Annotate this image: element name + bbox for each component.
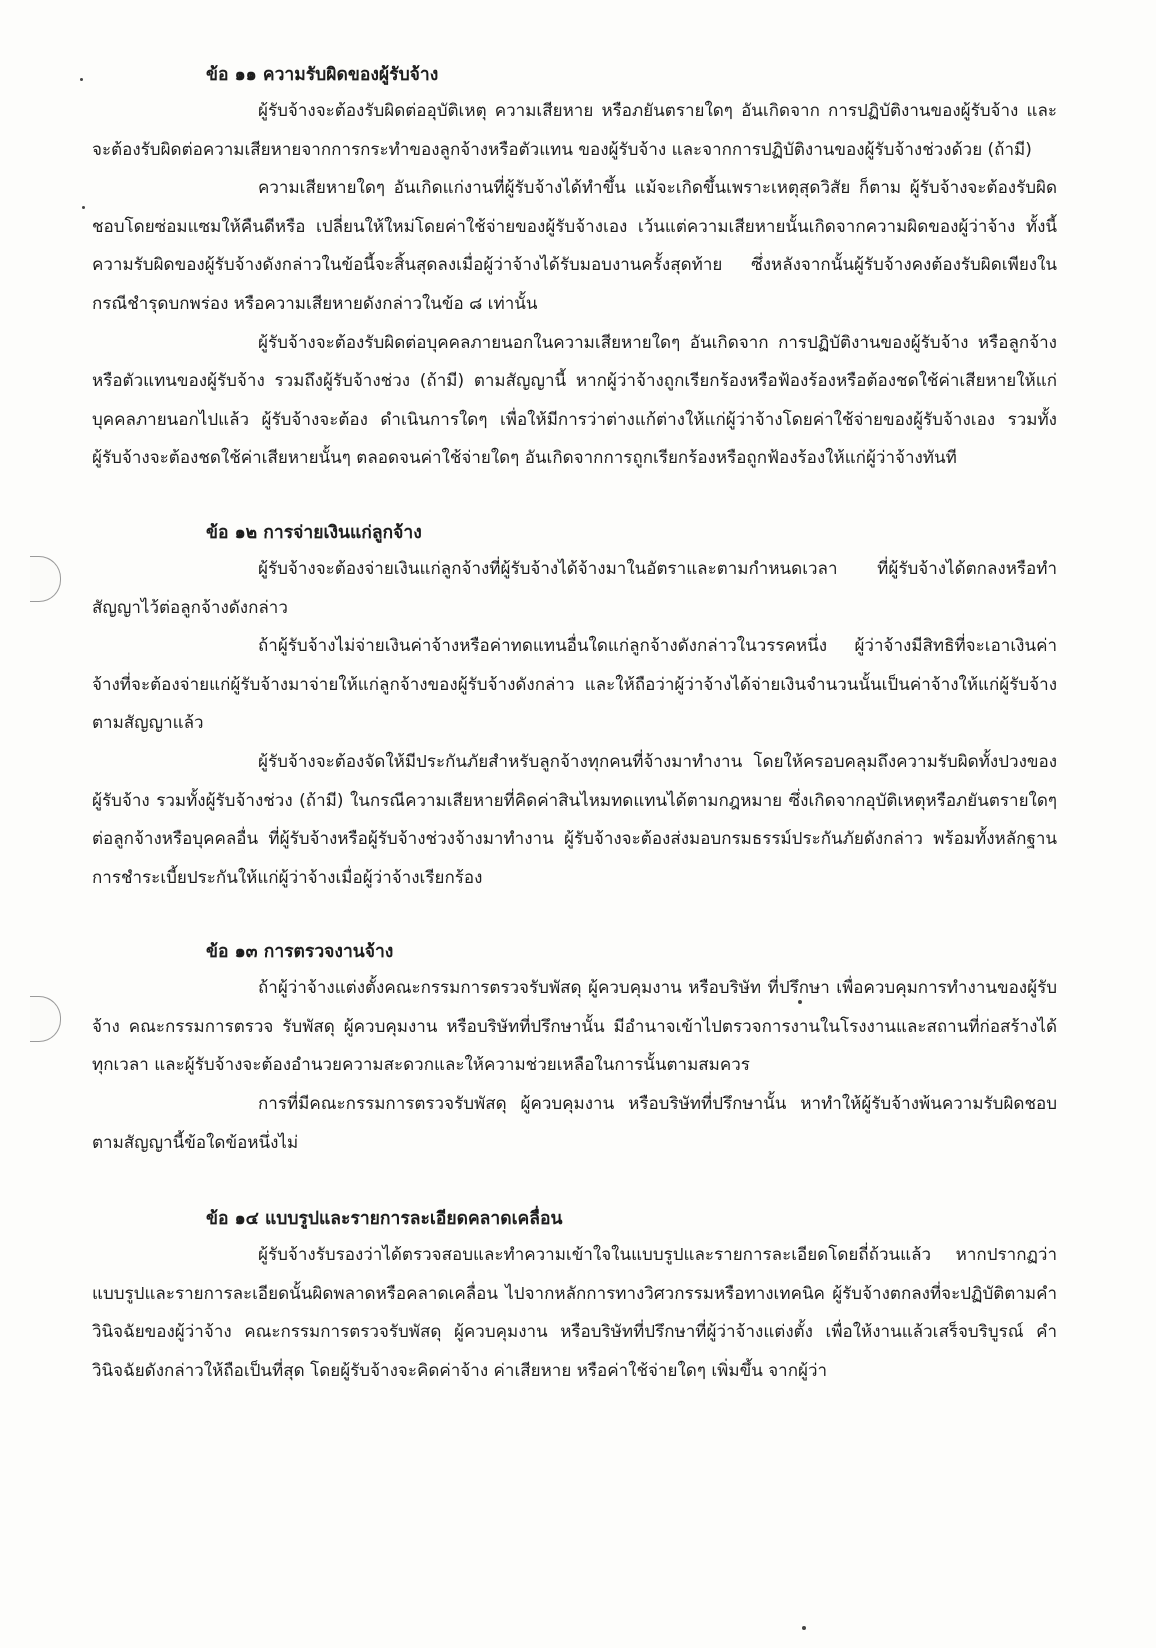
section-gap — [92, 1162, 1057, 1202]
section-13 — [92, 935, 1057, 1162]
section-11 — [92, 58, 1057, 478]
paragraph: ผู้รับจ้างจะต้องรับผิดต่อบุคคลภายนอกในความเสียหายใดๆ อันเกิดจาก การปฏิบัติงานของผู้รับจ้าง หรือลูกจ้างหรือตัวแทนของผู้รับจ้าง รวมถึงผู้รับจ้างช่วง (ถ้ามี) ตามสัญญานี้ หากผู้ว่าจ้างถูกเรียกร้องหรือฟ้องร้องหรือต้องชดใช้ค่าเสียหายให้แก่บุคคลภายนอกไปแล้ว ผู้รับจ้างจะต้อง ดำเนินการใดๆ เพื่อให้มีการว่าต่างแก้ต่างให้แก่ผู้ว่าจ้างโดยค่าใช้จ่ายของผู้รับจ้างเอง รวมทั้งผู้รับจ้างจะต้องชดใช้ค่าเสียหายนั้นๆ ตลอดจนค่าใช้จ่ายใดๆ อันเกิดจากการถูกเรียกร้องหรือถูกฟ้องร้องให้แก่ผู้ว่าจ้างทันที — [92, 332, 1057, 469]
scan-speck — [80, 78, 83, 81]
punch-hole-top — [30, 556, 61, 602]
section-14 — [92, 1202, 1057, 1390]
paragraph: ถ้าผู้ว่าจ้างแต่งตั้งคณะกรรมการตรวจรับพัสดุ ผู้ควบคุมงาน หรือบริษัท ที่ปรึกษา เพื่อควบคุมการทำงานของผู้รับจ้าง คณะกรรมการตรวจ รับพัสดุ ผู้ควบคุมงาน หรือบริษัทที่ปรึกษานั้น มีอำนาจเข้าไปตรวจการงานในโรงงานและสถานที่ก่อสร้างได้ทุกเวลา และผู้รับจ้างจะต้องอำนวยความสะดวกและให้ความช่วยเหลือในการนั้นตามสมควร — [92, 978, 1057, 1076]
punch-hole-bottom — [30, 996, 61, 1042]
paragraph: ผู้รับจ้างจะต้องรับผิดต่ออุบัติเหตุ ความเสียหาย หรือภยันตรายใดๆ อันเกิดจาก การปฏิบัติงานของผู้รับจ้าง และจะต้องรับผิดต่อความเสียหายจากการกระทำของลูกจ้างหรือตัวแทน ของผู้รับจ้าง และจากการปฏิบัติงานของผู้รับจ้างช่วงด้วย (ถ้ามี) — [92, 101, 1057, 160]
section-12 — [92, 516, 1057, 897]
section-gap — [92, 478, 1057, 516]
scan-speck — [82, 206, 85, 209]
paragraph: ผู้รับจ้างจะต้องจัดให้มีประกันภัยสำหรับลูกจ้างทุกคนที่จ้างมาทำงาน โดยให้ครอบคลุมถึงความรับผิดทั้งปวงของผู้รับจ้าง รวมทั้งผู้รับจ้างช่วง (ถ้ามี) ในกรณีความเสียหายที่คิดค่าสินไหมทดแทนได้ตามกฎหมาย ซึ่งเกิดจากอุบัติเหตุหรือภยันตรายใดๆ ต่อลูกจ้างหรือบุคคลอื่น ที่ผู้รับจ้างหรือผู้รับจ้างช่วงจ้างมาทำงาน ผู้รับจ้างจะต้องส่งมอบกรมธรรม์ประกันภัยดังกล่าว พร้อมทั้งหลักฐานการชำระเบี้ยประกันให้แก่ผู้ว่าจ้างเมื่อผู้ว่าจ้างเรียกร้อง — [92, 751, 1057, 888]
paragraph: ถ้าผู้รับจ้างไม่จ่ายเงินค่าจ้างหรือค่าทดแทนอื่นใดแก่ลูกจ้างดังกล่าวในวรรคหนึ่ง ผู้ว่าจ้างมีสิทธิที่จะเอาเงินค่าจ้างที่จะต้องจ่ายแก่ผู้รับจ้างมาจ่ายให้แก่ลูกจ้างของผู้รับจ้างดังกล่าว และให้ถือว่าผู้ว่าจ้างได้จ่ายเงินจำนวนนั้นเป็นค่าจ้างให้แก่ผู้รับจ้างตามสัญญาแล้ว — [92, 636, 1057, 734]
scan-speck — [802, 1626, 806, 1630]
section-gap — [92, 897, 1057, 935]
paragraph: ผู้รับจ้างรับรองว่าได้ตรวจสอบและทำความเข้าใจในแบบรูปและรายการละเอียดโดยถี่ถ้วนแล้ว หากปรากฏว่าแบบรูปและรายการละเอียดนั้นผิดพลาดหรือคลาดเคลื่อน ไปจากหลักการทางวิศวกรรมหรือทางเทคนิค ผู้รับจ้างตกลงที่จะปฏิบัติตามคำวินิจฉัยของผู้ว่าจ้าง คณะกรรมการตรวจรับพัสดุ ผู้ควบคุมงาน หรือบริษัทที่ปรึกษาที่ผู้ว่าจ้างแต่งตั้ง เพื่อให้งานแล้วเสร็จบริบูรณ์ คำวินิจฉัยดังกล่าวให้ถือเป็นที่สุด โดยผู้รับจ้างจะคิดค่าจ้าง ค่าเสียหาย หรือค่าใช้จ่ายใดๆ เพิ่มขึ้น จากผู้ว่า — [92, 1245, 1057, 1382]
paragraph: การที่มีคณะกรรมการตรวจรับพัสดุ ผู้ควบคุมงาน หรือบริษัทที่ปรึกษานั้น หาทำให้ผู้รับจ้างพ้นความรับผิดชอบตามสัญญานี้ข้อใดข้อหนึ่งไม่ — [92, 1094, 1057, 1153]
paragraph: ความเสียหายใดๆ อันเกิดแก่งานที่ผู้รับจ้างได้ทำขึ้น แม้จะเกิดขึ้นเพราะเหตุสุดวิสัย ก็ตาม ผู้รับจ้างจะต้องรับผิดชอบโดยซ่อมแซมให้คืนดีหรือ เปลี่ยนให้ใหม่โดยค่าใช้จ่ายของผู้รับจ้างเอง เว้นแต่ความเสียหายนั้นเกิดจากความผิดของผู้ว่าจ้าง ทั้งนี้ ความรับผิดของผู้รับจ้างดังกล่าวในข้อนี้จะสิ้นสุดลงเมื่อผู้ว่าจ้างได้รับมอบงานครั้งสุดท้าย ซึ่งหลังจากนั้นผู้รับจ้างคงต้องรับผิดเพียงในกรณีชำรุดบกพร่อง หรือความเสียหายดังกล่าวในข้อ ๘ เท่านั้น — [92, 178, 1057, 314]
section-heading: ข้อ ๑๒ การจ่ายเงินแก่ลูกจ้าง — [206, 522, 422, 543]
section-heading: ข้อ ๑๔ แบบรูปและรายการละเอียดคลาดเคลื่อน — [206, 1209, 563, 1230]
section-heading: ข้อ ๑๑ ความรับผิดของผู้รับจ้าง — [206, 65, 439, 85]
paragraph: ผู้รับจ้างจะต้องจ่ายเงินแก่ลูกจ้างที่ผู้รับจ้างได้จ้างมาในอัตราและตามกำหนดเวลา ที่ผู้รับจ้างได้ตกลงหรือทำสัญญาไว้ต่อลูกจ้างดังกล่าว — [92, 558, 1057, 618]
section-heading: ข้อ ๑๓ การตรวจงานจ้าง — [206, 942, 394, 963]
document-page — [92, 58, 1057, 1391]
